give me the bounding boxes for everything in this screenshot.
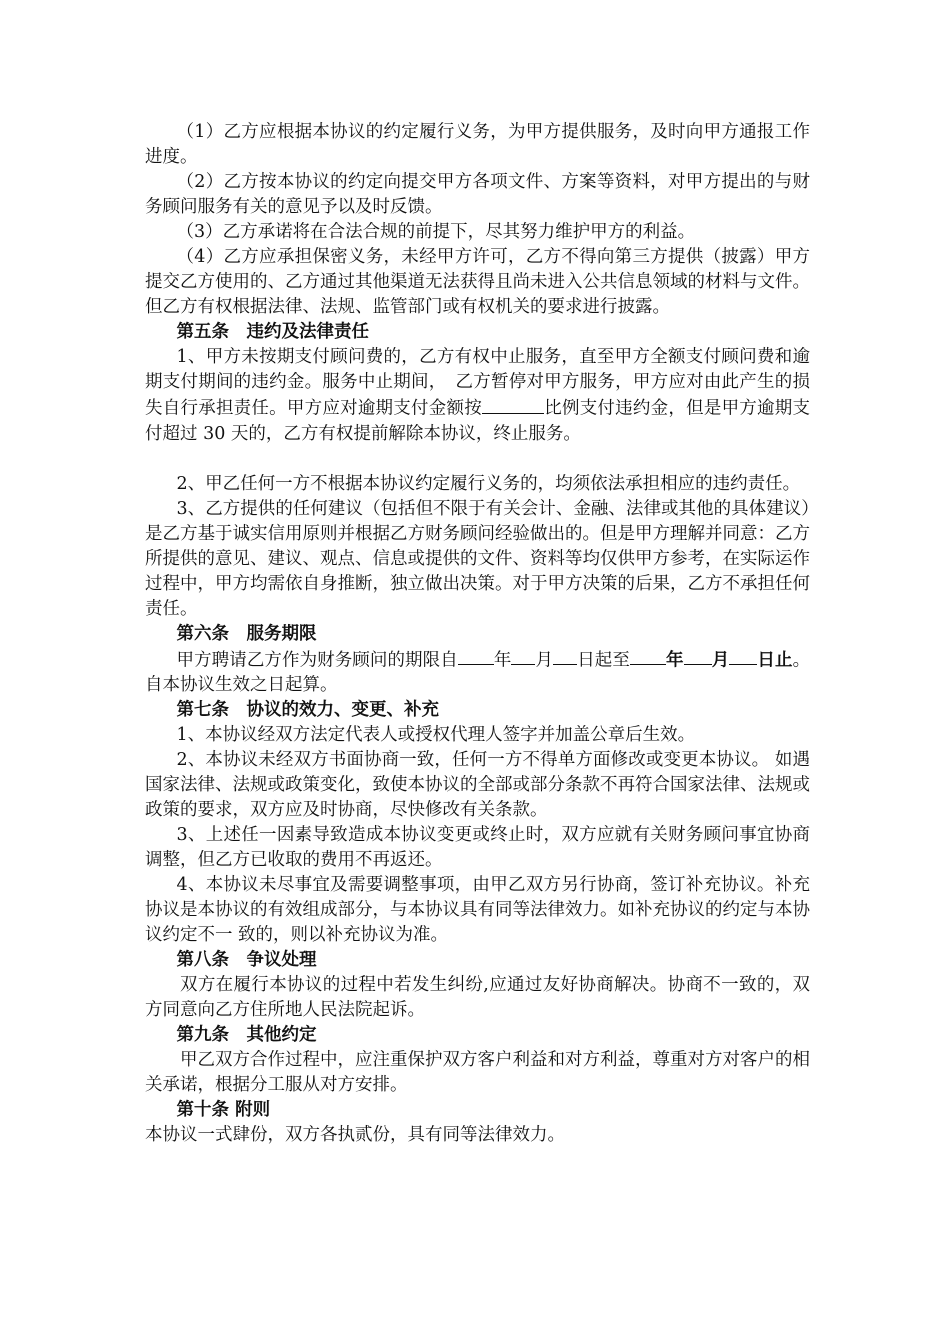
obligation-1: （1）乙方应根据本协议的约定履行义务，为甲方提供服务，及时向甲方通报工作进度。 [145,122,810,167]
stop-label: 止 [774,650,793,670]
day-label: 日起至 [577,650,630,670]
start-day-blank[interactable] [553,647,577,666]
end-day-blank[interactable] [729,647,757,666]
term-text: 甲方聘请乙方作为财务顾问的期限自 [176,650,458,670]
article-10-clause: 本协议一式肆份，双方各执贰份，具有同等法律效力。 [145,1125,565,1145]
article-5-title: 第五条 违约及法律责任 [176,322,369,342]
clause-1-text-b: 比例支付违约金，但是甲方逾期支付超过 30 天的，乙方有权提前解除本协议，终止服务。 [145,398,811,444]
article-7-clause-2: 2、本协议未经双方书面协商一致，任何一方不得单方面修改或变更本协议。 如遇国家法律、法规或政策变化，致使本协议的全部或部分条款不再符合国家法律、法规或政策的要求，双方应及时协商，尽快修改有关条款。 [145,750,810,820]
end-month-label: 月 [711,650,730,670]
article-7-clause-3: 3、上述任一因素导致造成本协议变更或终止时，双方应就有关财务顾问事宜协商调整，但乙方已收取的费用不再返还。 [145,825,810,870]
article-9-clause: 甲乙双方合作过程中，应注重保护双方客户利益和对方利益，尊重对方对客户的相关承诺，根据分工服从对方安排。 [145,1050,810,1095]
article-7-title: 第七条 协议的效力、变更、补充 [176,700,439,720]
year-label: 年 [493,650,512,670]
start-month-blank[interactable] [511,647,535,666]
rate-blank[interactable] [482,395,544,414]
article-9-title: 第九条 其他约定 [176,1025,317,1045]
article-5-clause-2: 2、甲乙任何一方不根据本协议约定履行义务的，均须依法承担相应的违约责任。 [176,473,801,494]
obligation-4: （4）乙方应承担保密义务，未经甲方许可，乙方不得向第三方提供（披露）甲方提交乙方使用的、乙方通过其他渠道无法获得且尚未进入公共信息领域的材料与文件。但乙方有权根据法律、法规、监管部门或有权机关的要求进行披露。 [145,247,810,317]
article-7-clause-4: 4、本协议未尽事宜及需要调整事项，由甲乙双方另行协商，签订补充协议。补充协议是本协议的有效组成部分，与本协议具有同等法律效力。如补充协议的约定与本协议约定不一 致的，则以补充协议为准。 [145,875,810,945]
spacer [145,447,810,472]
article-5-clause-3: 3、乙方提供的任何建议（包括但不限于有关会计、金融、法律或其他的具体建议）是乙方基于诚实信用原则并根据乙方财务顾问经验做出的。但是甲方理解并同意：乙方所提供的意见、建议、观点、信息或提供的文件、资料等均仅供甲方参考，在实际运作过程中，甲方均需依自身推断，独立做出决策。对于甲方决策的后果，乙方不承担任何责任。 [145,498,810,619]
month-label: 月 [535,650,554,670]
article-8-title: 第八条 争议处理 [176,950,317,970]
article-7-clause-1: 1、本协议经双方法定代表人或授权代理人签字并加盖公章后生效。 [176,725,696,745]
obligation-2: （2）乙方按本协议的约定向提交甲方各项文件、方案等资料，对甲方提出的与财务顾问服务有关的意见予以及时反馈。 [145,172,810,217]
clause-1-text-a: 1、甲方未按期支付顾问费的，乙方有权中止服务，直至甲方全额支付顾问费和逾期支付期间的违约金。服务中止期间， 乙方暂停对甲方服务，甲方应对由此产生的损失自行承担责任。甲方应对逾期支付金额按 [145,347,810,419]
article-5-clause-1 [145,345,810,447]
end-day-label: 日 [757,650,775,670]
article-10-title: 第十条 附则 [176,1100,271,1120]
start-year-blank[interactable] [458,647,494,666]
end-year-label: 年 [665,650,684,670]
end-month-blank[interactable] [684,647,712,666]
obligation-3: （3）乙方承诺将在合法合规的前提下，尽其努力维护甲方的利益。 [176,222,696,242]
term-text-end: 。自本协议生效之日起算。 [145,650,811,695]
article-6-term [145,647,810,699]
contract-page [145,120,810,1148]
article-8-clause: 双方在履行本协议的过程中若发生纠纷,应通过友好协商解决。协商不一致的，双方同意向乙方住所地人民法院起诉。 [145,975,810,1020]
end-year-blank[interactable] [630,647,666,666]
article-6-title: 第六条 服务期限 [176,623,317,644]
